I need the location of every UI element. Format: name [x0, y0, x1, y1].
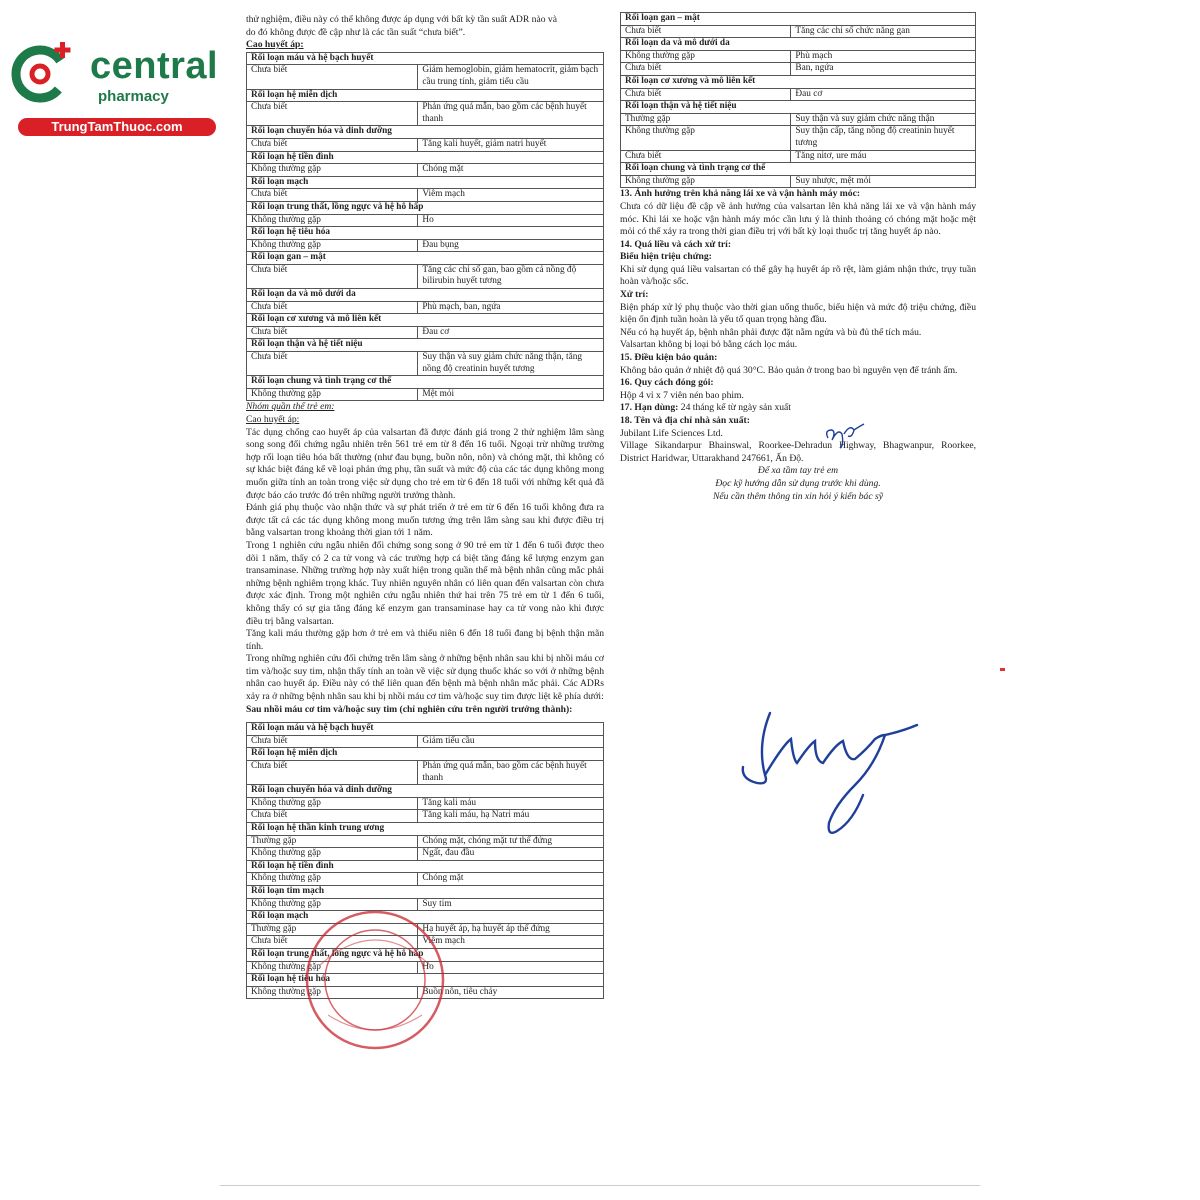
effect-cell: Ho [418, 214, 604, 227]
table-section-row [247, 252, 604, 265]
paragraph-1: Tác dụng chống cao huyết áp của valsartan đã được đánh giá trong 2 thử nghiệm lâm sàng song song đối chứng ngẫu nhiên trên 561 trẻ em từ 8 đến 16 tuổi. Ngoại trừ những trường hợp rối loạn tiêu hóa bất thường (như đau bụng, buồn nôn, nôn) và chóng mặt, thì không có sự khác biệt đáng kể về loại phản ứng phụ, tần suất và mức độ của các tác dụng không mong muốn giữa tính an toàn trong việc sử dụng cho trẻ em từ 6 đến 18 tuổi với những kết quả đã được báo cáo trước đó trên những người trưởng thành. [246, 426, 604, 501]
table-row [621, 50, 976, 63]
intro-line-1: thử nghiệm, điều này có thể không được áp dụng với bất kỳ tần suất ADR nào và [246, 14, 557, 25]
table-row [247, 164, 604, 177]
paragraph-2: Đánh giá phụ thuộc vào nhận thức và sự phát triển ở trẻ em từ 6 đến 16 tuổi không đưa ra được tất cả các tác dụng không mong muốn tương ứng trên lâm sàng sau khi được điều trị bằng valsartan trong khoảng thời gian tới 1 năm. [246, 502, 604, 539]
organ-class-heading: Rối loạn cơ xương và mô liên kết [247, 314, 604, 327]
table-row [621, 175, 976, 188]
table-row [621, 25, 976, 38]
logo-sub: pharmacy [98, 88, 169, 105]
organ-class-heading: Rối loạn da và mô dưới da [621, 38, 976, 51]
effect-cell: Suy thận và suy giảm chức năng thận, tăng nồng độ creatinin huyết tương [418, 352, 604, 376]
effect-cell: Ban, ngứa [791, 63, 976, 76]
section-13-text: Chưa có dữ liệu đề cập về ảnh hưởng của valsartan lên khả năng lái xe và vận hành máy móc. Khi lái xe hoặc vận hành máy móc cần lưu ý là thỉnh thoảng có chóng mặt hoặc mệt mỏi có thể xảy ra trong thời gian điều trị với bất kỳ loại thuốc trị tăng huyết áp nào. [620, 200, 976, 238]
logo-badge: TrungTamThuoc.com [18, 118, 216, 136]
table-section-row [247, 201, 604, 214]
red-mark [1000, 668, 1005, 671]
section-14-text-1: Khi sử dụng quá liều valsartan có thể gây hạ huyết áp rõ rệt, làm giảm nhận thức, trụy tuần hoàn và/hoặc sốc. [620, 263, 976, 288]
frequency-cell: Không thường gặp [247, 961, 418, 974]
frequency-cell: Không thường gặp [621, 126, 791, 150]
effect-cell: Tăng các chỉ số gan, bao gồm cả nồng độ bilirubin huyết tương [418, 264, 604, 288]
effect-cell: Suy tim [418, 898, 604, 911]
frequency-cell: Không thường gặp [247, 848, 418, 861]
table-section-row [247, 823, 604, 836]
logo-name: central [90, 45, 219, 87]
frequency-cell: Chưa biết [247, 761, 418, 785]
effect-cell: Mệt mỏi [418, 388, 604, 401]
effect-cell: Suy thận cấp, tăng nồng độ creatinin huyết tương [791, 126, 976, 150]
organ-class-heading: Rối loạn cơ xương và mô liên kết [621, 75, 976, 88]
table-row [247, 797, 604, 810]
frequency-cell: Chưa biết [247, 810, 418, 823]
organ-class-heading: Rối loạn hệ tiêu hóa [247, 227, 604, 240]
frequency-cell: Chưa biết [247, 65, 418, 89]
organ-class-heading: Rối loạn trung thất, lồng ngực và hệ hô hấp [247, 201, 604, 214]
frequency-cell: Chưa biết [621, 150, 791, 163]
organ-class-heading: Rối loạn tim mạch [247, 885, 604, 898]
organ-class-heading: Rối loạn chung và tình trạng cơ thể [621, 163, 976, 176]
paragraph-4: Tăng kali máu thường gặp hơn ở trẻ em và thiếu niên 6 đến 18 tuổi đang bị bệnh thận mãn tính. [246, 628, 604, 652]
section-14-text-3: Nếu có hạ huyết áp, bệnh nhân phải được đặt nằm ngửa và bù đủ thể tích máu. [620, 326, 922, 338]
organ-class-heading: Rối loạn hệ miễn dịch [247, 89, 604, 102]
effect-cell: Đau bụng [418, 239, 604, 252]
table-row [621, 63, 976, 76]
table-section-row [621, 163, 976, 176]
organ-class-heading: Rối loạn gan – mật [247, 252, 604, 265]
frequency-cell: Chưa biết [247, 735, 418, 748]
effect-cell: Suy thận và suy giảm chức năng thận [791, 113, 976, 126]
effect-cell: Phù mạch, ban, ngứa [418, 301, 604, 314]
table-section-row [621, 75, 976, 88]
organ-class-heading: Rối loạn hệ thần kinh trung ương [247, 823, 604, 836]
table-row [247, 102, 604, 126]
red-seal-stamp [300, 905, 450, 1055]
effect-cell: Chóng mặt [418, 164, 604, 177]
organ-class-heading: Rối loạn chuyển hóa và dinh dưỡng [247, 785, 604, 798]
table-section-row [247, 785, 604, 798]
table-row [247, 301, 604, 314]
table-row [247, 835, 604, 848]
organ-class-heading: Rối loạn máu và hệ bạch huyết [247, 52, 604, 65]
table-row [247, 810, 604, 823]
section-13-title: 13. Ảnh hưởng trên khả năng lái xe và vận hành máy móc: [620, 188, 861, 200]
note-3: Nếu cần thêm thông tin xin hỏi ý kiến bác sỹ [713, 490, 883, 502]
section-14-title: 14. Quá liều và cách xử trí: [620, 238, 732, 250]
left-column [246, 14, 604, 999]
table-row [621, 113, 976, 126]
frequency-cell: Không thường gặp [247, 388, 418, 401]
frequency-cell: Chưa biết [247, 936, 418, 949]
table-row [621, 88, 976, 101]
frequency-cell: Chưa biết [621, 25, 791, 38]
table-row [247, 848, 604, 861]
section-17 [620, 402, 976, 415]
frequency-cell: Không thường gặp [621, 175, 791, 188]
table-section-row [247, 176, 604, 189]
frequency-cell: Không thường gặp [247, 239, 418, 252]
effect-cell: Tăng các chỉ số chức năng gan [791, 25, 976, 38]
adverse-table-continued [620, 12, 976, 188]
table-row [247, 239, 604, 252]
table-row [247, 735, 604, 748]
table-row [247, 873, 604, 886]
table-row [247, 264, 604, 288]
section-17-title: 17. Hạn dùng: [620, 402, 679, 414]
table-row [247, 326, 604, 339]
section-17-text: 24 tháng kể từ ngày sản xuất [680, 402, 791, 414]
table-row [247, 388, 604, 401]
effect-cell: Ho [418, 961, 604, 974]
right-column [620, 12, 976, 503]
table-section-row [247, 860, 604, 873]
table-section-row [247, 748, 604, 761]
note-2: Đọc kỹ hướng dẫn sử dụng trước khi dùng. [715, 477, 881, 489]
section-18-title: 18. Tên và địa chỉ nhà sản xuất: [620, 415, 750, 426]
table-section-row [621, 38, 976, 51]
table-row [247, 65, 604, 89]
table-row [247, 352, 604, 376]
table1-title: Cao huyết áp: [246, 39, 304, 51]
initials-signature [820, 420, 870, 450]
organ-class-heading: Rối loạn hệ tiền đình [247, 151, 604, 164]
effect-cell: Đau cơ [418, 326, 604, 339]
frequency-cell: Chưa biết [621, 63, 791, 76]
section-18-name: Jubilant Life Sciences Ltd. [620, 427, 723, 439]
organ-class-heading: Rối loạn chung và tình trạng cơ thể [247, 376, 604, 389]
frequency-cell: Thường gặp [247, 835, 418, 848]
frequency-cell: Không thường gặp [247, 164, 418, 177]
frequency-cell: Chưa biết [247, 189, 418, 202]
section-14-text-4: Valsartan không bị loại bỏ bằng cách lọc máu. [620, 339, 798, 351]
table-section-row [247, 314, 604, 327]
page-bottom-edge [220, 1185, 980, 1186]
organ-class-heading: Rối loạn trung thất, lồng ngực và hệ hô hấp [247, 948, 604, 961]
frequency-cell: Không thường gặp [247, 873, 418, 886]
effect-cell: Đau cơ [791, 88, 976, 101]
frequency-cell: Thường gặp [247, 923, 418, 936]
section-14-treatment: Xử trí: [620, 289, 649, 301]
table-section-row [247, 89, 604, 102]
effect-cell: Ngất, đau đầu [418, 848, 604, 861]
frequency-cell: Không thường gặp [247, 898, 418, 911]
paragraph-3: Trong 1 nghiên cứu ngẫu nhiên đối chứng song song ở 90 trẻ em từ 1 đến 6 tuổi được theo dõi 1 năm, thấy có 2 ca tử vong và các trường hợp cá biệt tăng đáng kể lượng enzym gan transaminase. Những trường hợp này xuất hiện trong quần thể mà bệnh nhân cũng mắc phải những bệnh nghiêm trọng khác. Tuy nhiên nguyên nhân có liên quan đến valsartan còn chưa được xác định. Trong một nghiên cứu ngẫu nhiên thứ hai trên 75 trẻ em từ 1 đến 6 tuổi, không thấy có sự gia tăng đáng kể enzym gan transaminase hay ca tử vong nào khi được điều trị bằng valsartan. [246, 539, 604, 627]
frequency-cell: Chưa biết [247, 102, 418, 126]
table-section-row [247, 151, 604, 164]
effect-cell: Tăng kali huyết, giảm natri huyết [418, 138, 604, 151]
frequency-cell: Chưa biết [247, 352, 418, 376]
effect-cell: Chóng mặt [418, 873, 604, 886]
table-section-row [247, 885, 604, 898]
table-row [247, 189, 604, 202]
effect-cell: Giảm hemoglobin, giảm hematocrit, giảm bạch cầu trung tính, giảm tiểu cầu [418, 65, 604, 89]
effect-cell: Viêm mạch [418, 189, 604, 202]
frequency-cell: Chưa biết [247, 326, 418, 339]
adverse-table-hypertension [246, 52, 604, 402]
note-1: Để xa tầm tay trẻ em [757, 465, 839, 477]
table-row [247, 214, 604, 227]
frequency-cell: Không thường gặp [621, 50, 791, 63]
section-18-address: Village Sikandarpur Bhainswal, Roorkee-Dehradun Highway, Bhagwanpur, Roorkee, District Haridwar, Uttarakhand 247661, Ấn Độ. [620, 440, 976, 464]
frequency-cell: Chưa biết [621, 88, 791, 101]
effect-cell: Chóng mặt, chóng mặt tư thế đứng [418, 835, 604, 848]
section-15-text: Không bảo quản ở nhiệt độ quá 30°C. Bảo quản ở trong bao bì nguyên vẹn để tránh ẩm. [620, 364, 958, 376]
section-15-title: 15. Điều kiện bảo quản: [620, 352, 718, 364]
table-row [247, 761, 604, 785]
children-sub: Cao huyết áp: [246, 414, 300, 425]
frequency-cell: Không thường gặp [247, 986, 418, 999]
frequency-cell: Thường gặp [621, 113, 791, 126]
effect-cell: Buồn nôn, tiêu chảy [418, 986, 604, 999]
table2-title: Sau nhồi máu cơ tim và/hoặc suy tim (chỉ nghiên cứu trên người trưởng thành): [246, 703, 573, 715]
table-row [247, 138, 604, 151]
organ-class-heading: Rối loạn chuyển hóa và dinh dưỡng [247, 126, 604, 139]
section-16-text: Hộp 4 vỉ x 7 viên nén bao phim. [620, 389, 744, 401]
section-16-title: 16. Quy cách đóng gói: [620, 377, 714, 389]
effect-cell: Phù mạch [791, 50, 976, 63]
effect-cell: Suy nhược, mệt mỏi [791, 175, 976, 188]
effect-cell: Tăng kali máu, hạ Natri máu [418, 810, 604, 823]
table-section-row [247, 339, 604, 352]
frequency-cell: Chưa biết [247, 264, 418, 288]
frequency-cell: Không thường gặp [247, 214, 418, 227]
frequency-cell: Không thường gặp [247, 797, 418, 810]
effect-cell: Tăng kali máu [418, 797, 604, 810]
table-section-row [247, 126, 604, 139]
table-section-row [621, 13, 976, 26]
effect-cell: Hạ huyết áp, hạ huyết áp thế đứng [418, 923, 604, 936]
effect-cell: Phản ứng quá mẫn, bao gồm các bệnh huyết thanh [418, 102, 604, 126]
organ-class-heading: Rối loạn mạch [247, 911, 604, 924]
table-section-row [621, 101, 976, 114]
organ-class-heading: Rối loạn thận và hệ tiết niệu [247, 339, 604, 352]
effect-cell: Phản ứng quá mẫn, bao gồm các bệnh huyết thanh [418, 761, 604, 785]
organ-class-heading: Rối loạn thận và hệ tiết niệu [621, 101, 976, 114]
table-section-row [247, 52, 604, 65]
table-row [621, 126, 976, 150]
frequency-cell: Chưa biết [247, 138, 418, 151]
organ-class-heading: Rối loạn gan – mật [621, 13, 976, 26]
table-row [621, 150, 976, 163]
effect-cell: Giảm tiểu cầu [418, 735, 604, 748]
organ-class-heading: Rối loạn hệ tiền đình [247, 860, 604, 873]
section-14-text-2: Biện pháp xử lý phụ thuộc vào thời gian uống thuốc, biểu hiện và mức độ triệu chứng, điều kiện ổn định tuần hoàn là yếu tố quan trọng hàng đầu. [620, 301, 976, 326]
table-section-row [247, 723, 604, 736]
organ-class-heading: Rối loạn da và mô dưới da [247, 289, 604, 302]
table-section-row [247, 376, 604, 389]
children-title: Nhóm quần thể trẻ em: [246, 401, 335, 413]
handwritten-signature [735, 705, 925, 840]
table-section-row [247, 227, 604, 240]
frequency-cell: Chưa biết [247, 301, 418, 314]
section-14-symptoms: Biểu hiện triệu chứng: [620, 251, 712, 263]
intro-line-2: do đó không được đề cập như là các tần suất “chưa biết”. [246, 26, 466, 38]
organ-class-heading: Rối loạn hệ tiêu hóa [247, 974, 604, 987]
paragraph-5: Trong những nghiên cứu đối chứng trên lâm sàng ở những bệnh nhân sau khi bị nhồi máu cơ tim và/hoặc suy tim, nhận thấy tính an toàn về việc sử dụng thuốc khác so với ở những bệnh nhân cao huyết áp. Điều này có thể liên quan đến bệnh mà bệnh nhân mắc phải. Các ADRs xảy ra ở những bệnh nhân sau khi bị nhồi máu cơ tim và/hoặc suy tim được liệt kê phía dưới: [246, 653, 604, 703]
central-logo-icon [10, 38, 80, 108]
organ-class-heading: Rối loạn máu và hệ bạch huyết [247, 723, 604, 736]
effect-cell: Viêm mạch [418, 936, 604, 949]
pharmacy-logo [10, 38, 219, 138]
table-section-row [247, 289, 604, 302]
organ-class-heading: Rối loạn hệ miễn dịch [247, 748, 604, 761]
organ-class-heading: Rối loạn mạch [247, 176, 604, 189]
effect-cell: Tăng nitơ, ure máu [791, 150, 976, 163]
